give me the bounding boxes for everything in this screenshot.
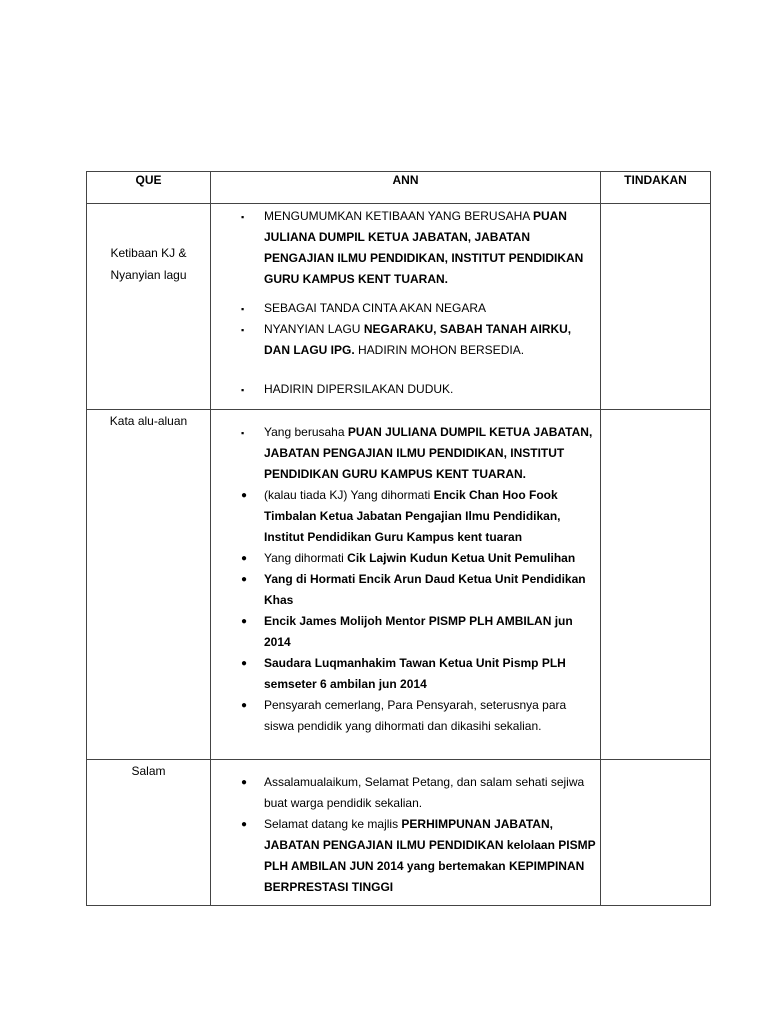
item-text: Yang dihormati bbox=[264, 551, 348, 565]
list-item bbox=[211, 379, 596, 400]
square-bullet-icon: ▪ bbox=[241, 428, 245, 438]
dot-bullet-icon: ● bbox=[241, 700, 248, 711]
item-text: Selamat datang ke majlis bbox=[264, 817, 402, 831]
que-label-line: Nyanyian lagu bbox=[110, 268, 187, 282]
bold-text: PERHIMPUNAN JABATAN, JABATAN PENGAJIAN ILMU PENDIDIKAN kelolaan PISMP PLH AMBILAN JUN 2014 yang bertemakan KEPIMPINAN BERPRESTASI TINGGI bbox=[264, 817, 596, 894]
table-row bbox=[87, 204, 711, 410]
header-ann: ANN bbox=[211, 172, 601, 204]
ann-cell bbox=[211, 410, 601, 760]
dot-bullet-icon: ● bbox=[241, 819, 248, 830]
item-text: (kalau tiada KJ) Yang dihormati bbox=[264, 488, 434, 502]
bold-text: Saudara Luqmanhakim Tawan Ketua Unit Pismp PLH semseter 6 ambilan jun 2014 bbox=[264, 656, 566, 691]
item-text: HADIRIN DIPERSILAKAN DUDUK. bbox=[264, 382, 454, 396]
dot-bullet-icon: ● bbox=[241, 777, 248, 788]
list-item bbox=[211, 548, 596, 569]
list-item bbox=[211, 653, 596, 695]
que-cell bbox=[87, 204, 211, 410]
table-row bbox=[87, 410, 711, 760]
square-bullet-icon: ▪ bbox=[241, 212, 245, 222]
bold-text: Yang di Hormati Encik Arun Daud Ketua Unit Pendidikan Khas bbox=[264, 572, 586, 607]
item-text: Yang berusaha bbox=[264, 425, 348, 439]
agenda-table bbox=[86, 171, 711, 906]
table-row bbox=[87, 760, 711, 906]
tindakan-cell bbox=[601, 204, 711, 410]
list-item bbox=[211, 422, 596, 485]
item-text: NYANYIAN LAGU bbox=[264, 322, 364, 336]
list-item bbox=[211, 298, 596, 319]
list-item bbox=[211, 695, 596, 737]
item-text: MENGUMUMKAN KETIBAAN YANG BERUSAHA bbox=[264, 209, 533, 223]
dot-bullet-icon: ● bbox=[241, 490, 248, 501]
ann-cell bbox=[211, 760, 601, 906]
item-text: HADIRIN MOHON BERSEDIA. bbox=[354, 343, 525, 357]
tindakan-cell bbox=[601, 760, 711, 906]
bold-text: PUAN JULIANA DUMPIL KETUA JABATAN, JABATAN PENGAJIAN ILMU PENDIDIKAN, INSTITUT PENDIDIKAN GURU KAMPUS KENT TUARAN. bbox=[264, 425, 593, 481]
item-text: SEBAGAI TANDA CINTA AKAN NEGARA bbox=[264, 301, 487, 315]
ann-list bbox=[211, 206, 600, 400]
list-item bbox=[211, 206, 596, 290]
table-header-row bbox=[87, 172, 711, 204]
tindakan-cell bbox=[601, 410, 711, 760]
square-bullet-icon: ▪ bbox=[241, 385, 245, 395]
bold-text: NEGARAKU, SABAH TANAH AIRKU, DAN LAGU IPG. bbox=[264, 322, 572, 357]
header-que: QUE bbox=[87, 172, 211, 204]
list-item bbox=[211, 485, 596, 548]
dot-bullet-icon: ● bbox=[241, 616, 248, 627]
square-bullet-icon: ▪ bbox=[241, 325, 245, 335]
bold-text: Encik Chan Hoo Fook Timbalan Ketua Jabatan Pengajian Ilmu Pendidikan, Institut Pendidikan Guru Kampus kent tuaran bbox=[264, 488, 561, 544]
table-body bbox=[87, 204, 711, 906]
item-text: Assalamualaikum, Selamat Petang, dan salam sehati sejiwa buat warga pendidik sekalian. bbox=[264, 775, 585, 810]
list-item bbox=[211, 814, 596, 898]
que-label-line: Ketibaan KJ & bbox=[110, 246, 187, 260]
list-item bbox=[211, 569, 596, 611]
bold-text: PUAN JULIANA DUMPIL KETUA JABATAN, JABATAN PENGAJIAN ILMU PENDIDIKAN, INSTITUT PENDIDIKAN GURU KAMPUS KENT TUARAN. bbox=[264, 209, 584, 286]
square-bullet-icon: ▪ bbox=[241, 304, 245, 314]
dot-bullet-icon: ● bbox=[241, 553, 248, 564]
list-item bbox=[211, 319, 596, 361]
header-tindakan: TINDAKAN bbox=[601, 172, 711, 204]
que-cell bbox=[87, 410, 211, 760]
bold-text: Encik James Molijoh Mentor PISMP PLH AMBILAN jun 2014 bbox=[264, 614, 573, 649]
que-label-line: Kata alu-aluan bbox=[109, 414, 188, 428]
item-text: Pensyarah cemerlang, Para Pensyarah, seterusnya para siswa pendidik yang dihormati dan dikasihi sekalian. bbox=[264, 698, 567, 733]
que-cell bbox=[87, 760, 211, 906]
ann-cell bbox=[211, 204, 601, 410]
ann-list bbox=[211, 772, 600, 898]
bold-text: Cik Lajwin Kudun Ketua Unit Pemulihan bbox=[347, 551, 576, 565]
dot-bullet-icon: ● bbox=[241, 574, 248, 585]
dot-bullet-icon: ● bbox=[241, 658, 248, 669]
list-item bbox=[211, 772, 596, 814]
ann-list bbox=[211, 422, 600, 737]
list-item bbox=[211, 611, 596, 653]
que-label-line: Salam bbox=[131, 764, 166, 778]
